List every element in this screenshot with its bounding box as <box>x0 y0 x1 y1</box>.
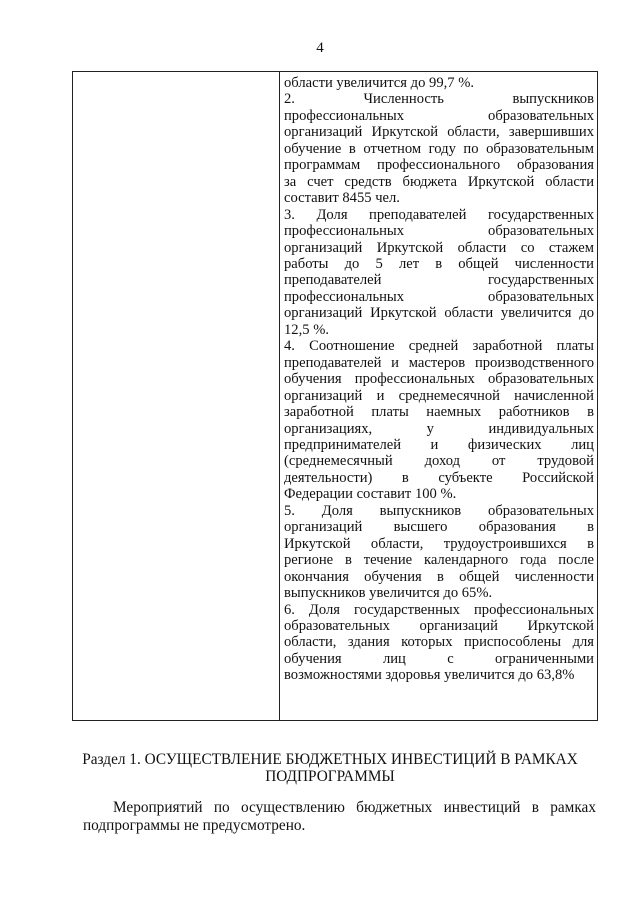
text-line: организаций и среднемесячной начисленной <box>284 387 594 404</box>
text-line: выпускников увеличится до 65%. <box>284 585 493 602</box>
text-line: 3. Доля преподавателей государственных <box>284 206 594 223</box>
text-line: профессиональных образовательных <box>284 288 594 305</box>
section-heading <box>60 751 600 785</box>
text-line: работы до 5 лет в общей численности <box>284 255 594 272</box>
expected-results-cell <box>284 75 594 684</box>
text-line: организациях, у индивидуальных <box>284 420 594 437</box>
text-line: составит 8455 чел. <box>284 190 400 207</box>
text-line: преподавателей и мастеров производственного <box>284 354 594 371</box>
text-line: профессиональных образовательных <box>284 223 594 240</box>
result-paragraph <box>284 338 594 503</box>
text-line: обучения профессиональных образовательных <box>284 371 594 388</box>
text-line: обучения лиц с ограниченными <box>284 650 594 667</box>
text-line: предпринимателей и физических лиц <box>284 436 594 453</box>
text-line: 4. Соотношение средней заработной платы <box>284 338 594 355</box>
text-line: Иркутской области, трудоустроившихся в <box>284 535 594 552</box>
text-line: заработной платы наемных работников в <box>284 404 594 421</box>
text-line: преподавателей государственных <box>284 272 594 289</box>
body-line: подпрограммы не предусмотрено. <box>83 817 306 834</box>
text-line: организаций высшего образования в <box>284 519 594 536</box>
text-line: организаций Иркутской области со стажем <box>284 239 594 256</box>
text-line: (среднемесячный доход от трудовой <box>284 453 594 470</box>
heading-line: ПОДПРОГРАММЫ <box>265 768 395 785</box>
text-line: окончания обучения в общей численности <box>284 568 594 585</box>
text-line: деятельности) в субъекте Российской <box>284 469 594 486</box>
text-line: 6. Доля государственных профессиональных <box>284 601 594 618</box>
column-divider <box>279 72 280 720</box>
text-line: программам профессионального образования <box>284 157 594 174</box>
text-line: регионе в течение календарного года после <box>284 552 594 569</box>
text-line: обучение в отчетном году по образовательным <box>284 140 594 157</box>
text-line: 2. Численность выпускников <box>284 91 594 108</box>
indicators-table <box>72 71 598 721</box>
text-line: за счет средств бюджета Иркутской области <box>284 173 594 190</box>
text-line: возможностями здоровья увеличится до 63,8% <box>284 667 575 684</box>
text-line: 5. Доля выпускников образовательных <box>284 502 594 519</box>
text-line: 12,5 %. <box>284 321 329 338</box>
text-line: образовательных организаций Иркутской <box>284 617 594 634</box>
result-paragraph <box>284 602 594 684</box>
body-line: Мероприятий по осуществлению бюджетных инвестиций в рамках <box>113 799 596 816</box>
text-line: профессиональных образовательных <box>284 107 594 124</box>
text-line: области увеличится до 99,7 %. <box>284 75 475 91</box>
page-number: 4 <box>316 40 324 56</box>
text-line: организаций Иркутской области, завершивших <box>284 124 594 141</box>
text-line: области, здания которых приспособлены для <box>284 634 594 651</box>
result-paragraph <box>284 91 594 206</box>
result-paragraph <box>284 75 594 91</box>
heading-line: Раздел 1. ОСУЩЕСТВЛЕНИЕ БЮДЖЕТНЫХ ИНВЕСТИЦИЙ В РАМКАХ <box>82 751 578 768</box>
result-paragraph <box>284 207 594 339</box>
text-line: Федерации составит 100 %. <box>284 486 457 503</box>
result-paragraph <box>284 503 594 602</box>
text-line: организаций Иркутской области увеличится до <box>284 305 594 322</box>
section-body <box>83 799 596 835</box>
